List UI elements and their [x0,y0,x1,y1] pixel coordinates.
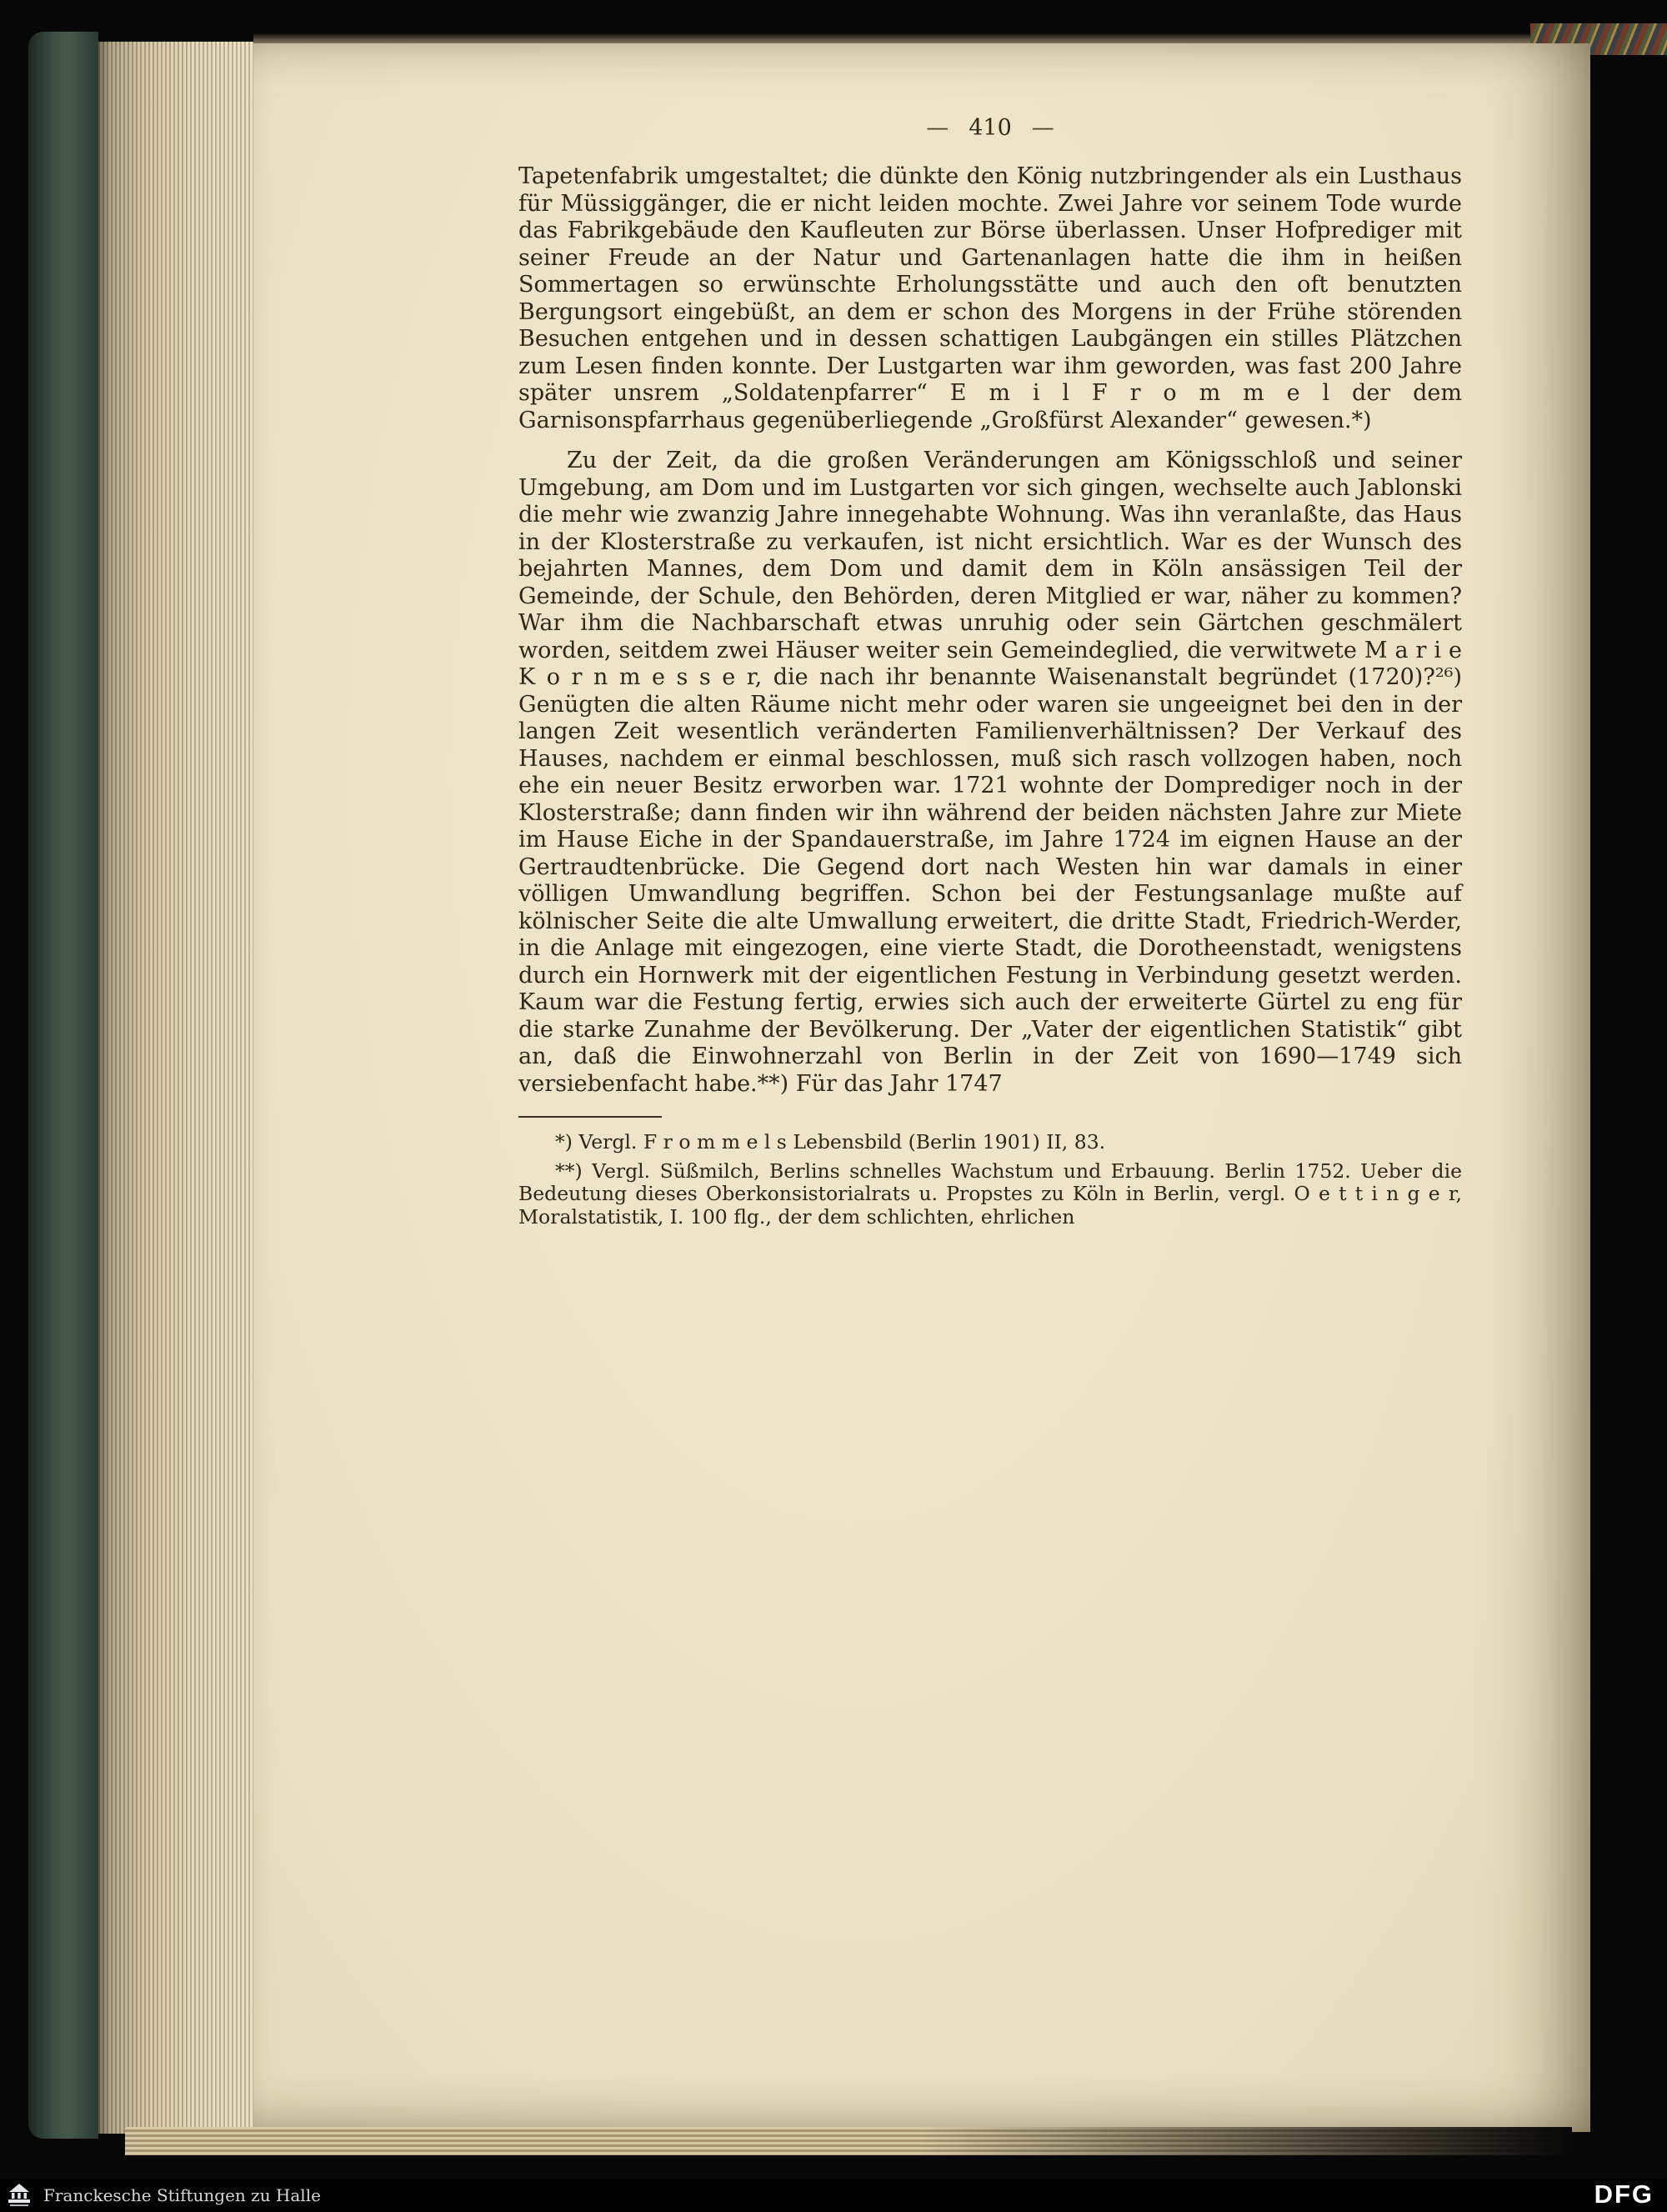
footnote-rule [518,1116,662,1118]
paragraph-1: Tapetenfabrik umgestaltet; die dünkte den König nutzbringender als ein Lusthaus für Müssiggänger, die er nicht leiden mochte. Zwei Jahre vor seinem Tode wurde das Fabrikgebäude den Kaufleuten zur Börse überlassen. Unser Hofprediger mit seiner Freude an der Natur und Gartenanlagen hatte die ihm in heißen Sommertagen so erwünschte Erholungsstätte und auch den oft benutzten Bergungsort eingebüßt, an dem er schon des Morgens in der Frühe störenden Besuchen entgehen und in dessen schattigen Laubgängen ein stilles Plätzchen zum Lesen finden konnte. Der Lustgarten war ihm geworden, was fast 200 Jahre später unsrem „Soldatenpfarrer“ E m i l F r o m m e l der dem Garnisonspfarrhaus gegenüberliegende „Großfürst Alexander“ gewesen.*) [518,163,1462,433]
dfg-logo: DFG [1594,2179,1654,2209]
page-number [518,115,1462,141]
page-number-value: 410 [969,115,1012,141]
library-name: Franckesche Stiftungen zu Halle [43,2185,321,2205]
paragraph-2: Zu der Zeit, da die großen Veränderungen am Königsschloß und seiner Umgebung, am Dom und im Lustgarten vor sich gingen, wechselte auch Jablonski die mehr wie zwanzig Jahre innegehabte Wohnung. Was ihn veranlaßte, das Haus in der Klosterstraße zu verkaufen, ist nicht ersichtlich. War es der Wunsch des bejahrten Mannes, dem Dom und damit dem in Köln ansässigen Teil der Gemeinde, der Schule, den Behörden, deren Mitglied er war, näher zu kommen? War ihm die Nachbarschaft etwas unruhig oder sein Gärtchen geschmälert worden, seitdem zwei Häuser weiter sein Gemeindeglied, die verwitwete M a r i e K o r n m e s s e r, die nach ihr benannte Waisenanstalt begründet (1720)?²⁶) Genügten die alten Räume nicht mehr oder waren sie ungeeignet bei den in der langen Zeit wesentlich veränderten Familienverhältnissen? Der Verkauf des Hauses, nachdem er einmal beschlossen, muß sich rasch vollzogen haben, noch ehe ein neuer Besitz erworben war. 1721 wohnte der Domprediger noch in der Klosterstraße; dann finden wir ihn während der beiden nächsten Jahre zur Miete im Hause Eiche in der Spandauerstraße, im Jahre 1724 im eignen Hause an der Gertraudtenbrücke. Die Gegend dort nach Westen hin war damals in einer völligen Umwandlung begriffen. Schon bei der Festungsanlage mußte auf kölnischer Seite die alte Umwallung erweitert, die dritte Stadt, Friedrich-Werder, in die Anlage mit eingezogen, eine vierte Stadt, die Dorotheenstadt, wenigstens durch ein Hornwerk mit der eigentlichen Festung in Verbindung gesetzt werden. Kaum war die Festung fertig, erwies sich auch der erweiterte Gürtel zu eng für die starke Zunahme der Bevölkerung. Der „Vater der eigentlichen Statistik“ gibt an, daß die Einwohnerzahl von Berlin in der Zeit von 1690—1749 sich versiebenfacht habe.**) Für das Jahr 1747 [518,448,1462,1097]
book-page [253,43,1590,2132]
footer-bar [0,2179,1667,2212]
book-cover-left [28,32,98,2139]
page-bottom-edge [125,2127,1572,2155]
text-column [518,115,1462,1234]
footnote-1: *) Vergl. F r o m m e l s Lebensbild (Berlin 1901) II, 83. [555,1130,1106,1154]
franckesche-stiftungen-logo-icon [5,2181,33,2209]
page-edges-left [98,42,253,2134]
page-number-dash-right: — [1031,115,1054,141]
footnote-2: **) Vergl. Süßmilch, Berlins schnelles Wachstum und Erbauung. Berlin 1752. Ueber die Bedeutung dieses Oberkonsistorialrats u. Propstes zu Köln in Berlin, vergl. O e t t i n g e r, Moralstatistik, I. 100 flg., der dem schlichten, ehrlichen [518,1159,1462,1229]
page-number-dash-left: — [926,115,949,141]
